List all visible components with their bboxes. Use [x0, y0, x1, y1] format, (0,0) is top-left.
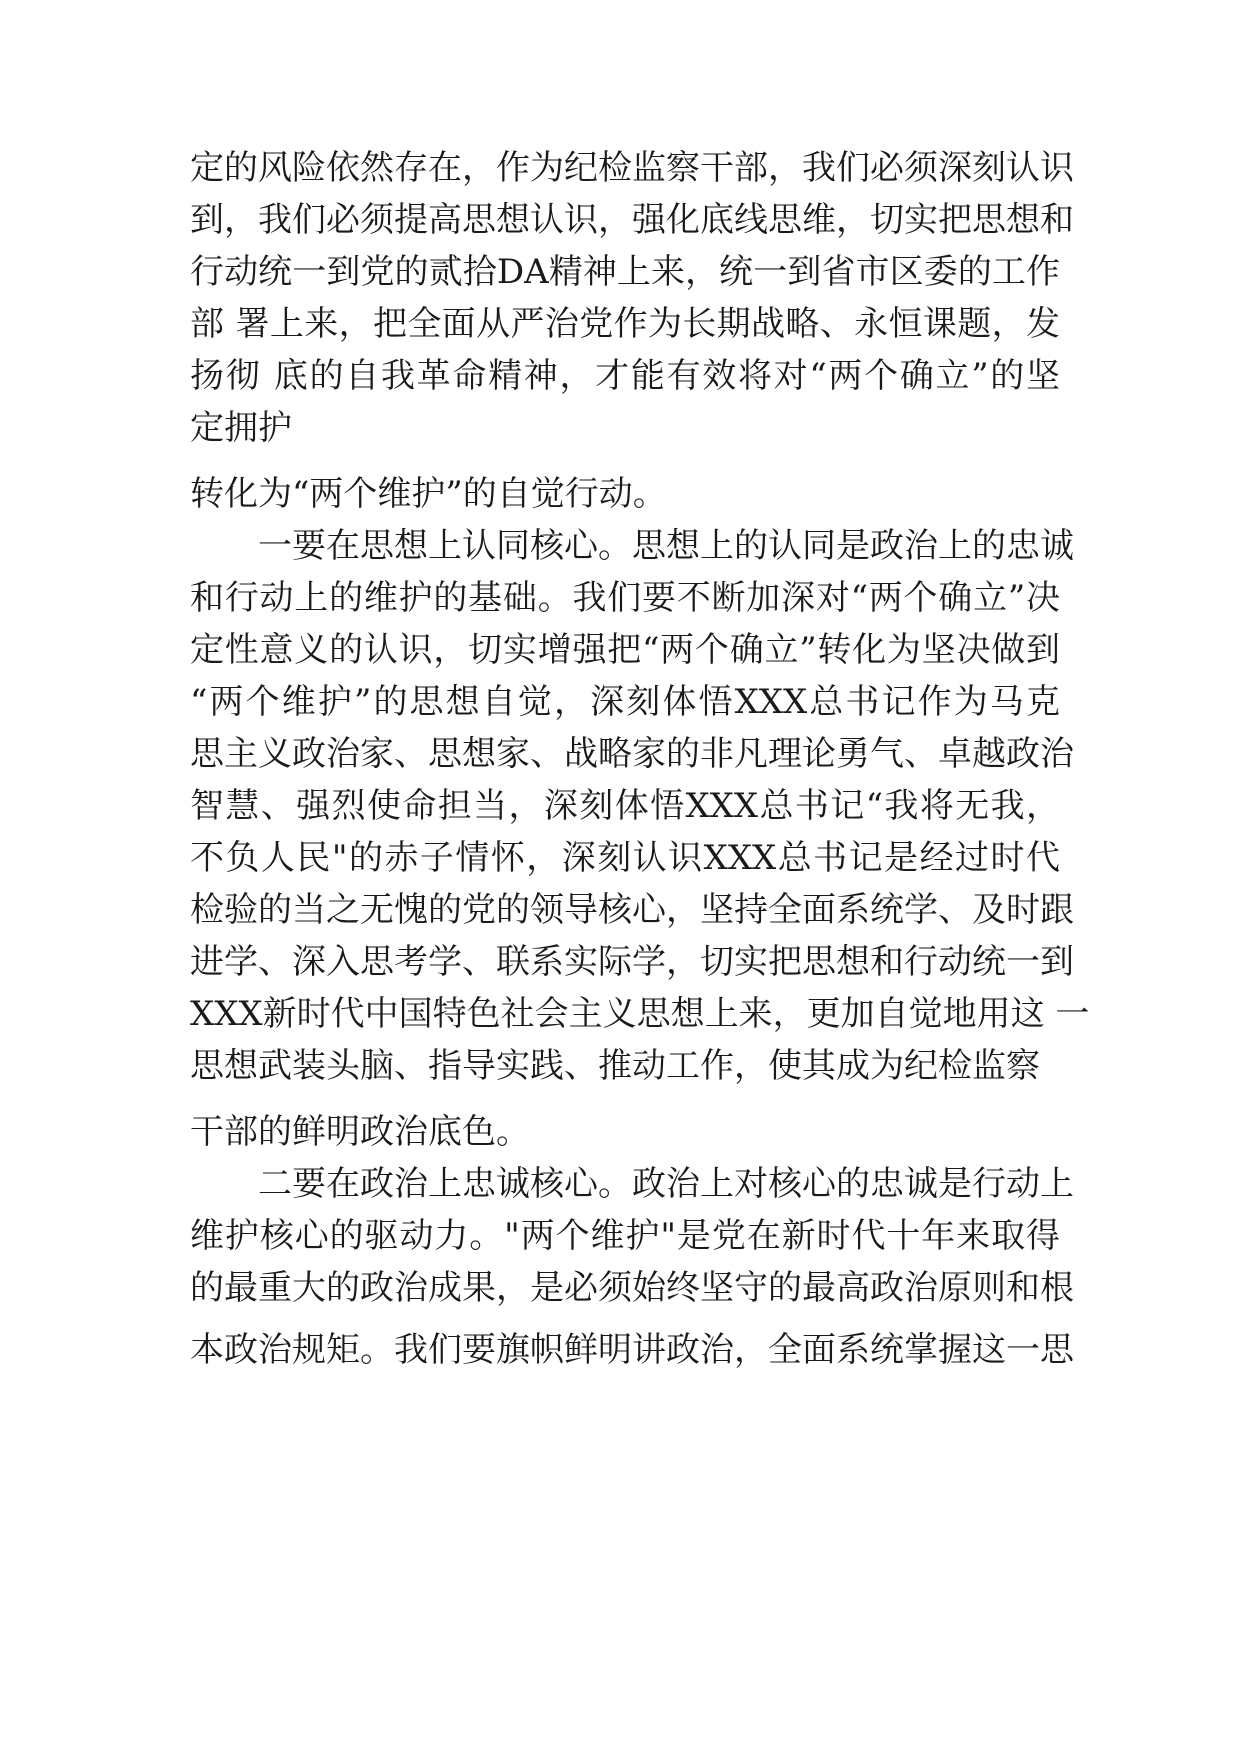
body-text-line: 和行动上的维护的基础。我们要不断加深对“两个确立”决: [190, 578, 1060, 618]
body-text-line: 定的风险依然存在，作为纪检监察干部，我们必须深刻认识: [190, 148, 1074, 188]
body-text-line: 思想武装头脑、指导实践、推动工作，使其成为纪检监察: [190, 1046, 1040, 1086]
body-text-line: 到，我们必须提高思想认识，强化底线思维，切实把思想和: [190, 200, 1074, 240]
body-text-line: 思主义政治家、思想家、战略家的非凡理论勇气、卓越政治: [190, 734, 1074, 774]
body-text-line: 定拥护: [190, 408, 292, 448]
body-text-line: 扬彻 底的自我革命精神，才能有效将对“两个确立”的坚: [190, 356, 1060, 396]
body-text-line: 智慧、强烈使命担当，深刻体悟XXX总书记“我将无我，: [190, 786, 1060, 826]
body-text-line: 部 署上来，把全面从严治党作为长期战略、永恒课题，发: [190, 304, 1060, 344]
body-text-line: “两个维护”的思想自觉，深刻体悟XXX总书记作为马克: [190, 682, 1060, 722]
body-text-line: XXX新时代中国特色社会主义思想上来，更加自觉地用这 一: [190, 994, 1090, 1034]
body-text-line: 进学、深入思考学、联系实际学，切实把思想和行动统一到: [190, 942, 1074, 982]
body-text-line: 定性意义的认识，切实增强把“两个确立”转化为坚决做到: [190, 630, 1060, 670]
body-text-line: 干部的鲜明政治底色。: [190, 1112, 530, 1152]
body-text-line: 转化为“两个维护”的自觉行动。: [190, 474, 667, 514]
paragraph-first-line: 一要在思想上认同核心。思想上的认同是政治上的忠诚: [258, 526, 1074, 566]
paragraph-first-line: 二要在政治上忠诚核心。政治上对核心的忠诚是行动上: [258, 1164, 1074, 1204]
body-text-line: 的最重大的政治成果，是必须始终坚守的最高政治原则和根: [190, 1268, 1074, 1308]
body-text-line: 维护核心的驱动力。"两个维护"是党在新时代十年来取得: [190, 1216, 1060, 1256]
body-text-line: 检验的当之无愧的党的领导核心，坚持全面系统学、及时跟: [190, 890, 1074, 930]
body-text-line: 行动统一到党的贰拾DA精神上来，统一到省市区委的工作: [190, 252, 1060, 292]
body-text-line: 本政治规矩。我们要旗帜鲜明讲政治，全面系统掌握这一思: [190, 1330, 1074, 1370]
body-text-line: 不负人民"的赤子情怀，深刻认识XXX总书记是经过时代: [190, 838, 1060, 878]
